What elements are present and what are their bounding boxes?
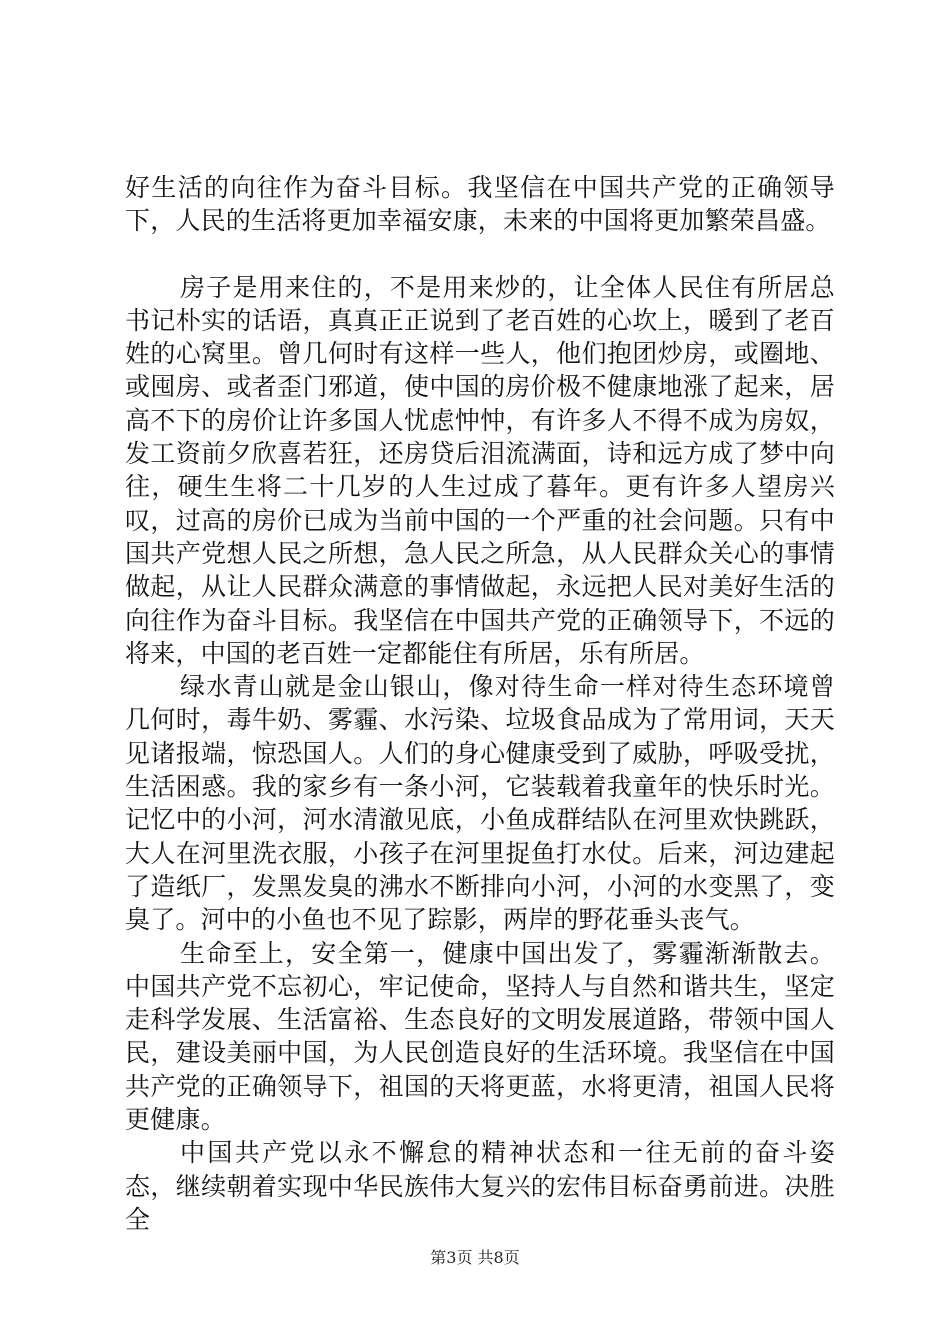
paragraph-rejuvenation: 中国共产党以永不懈怠的精神状态和一往无前的奋斗姿态，继续朝着实现中华民族伟大复兴的宏伟目标奋勇前进。决胜全	[125, 1138, 835, 1234]
page-footer: 第3页 共8页	[430, 1248, 520, 1267]
paragraph-spacer	[125, 238, 835, 271]
paragraph-housing: 房子是用来住的，不是用来炒的，让全体人民住有所居总书记朴实的话语，真真正正说到了老百姓的心坎上，暖到了老百姓的心窝里。曾几何时有这样一些人，他们抱团炒房，或圈地、或囤房、或者歪门邪道，使中国的房价极不健康地涨了起来，居高不下的房价让许多国人忧虑忡忡，有许多人不得不成为房奴，发工资前夕欣喜若狂，还房贷后泪流满面，诗和远方成了梦中向往，硬生生将二十几岁的人生过成了暮年。更有许多人望房兴叹，过高的房价已成为当前中国的一个严重的社会问题。只有中国共产党想人民之所想，急人民之所急，从人民群众关心的事情做起，从让人民群众满意的事情做起，永远把人民对美好生活的向往作为奋斗目标。我坚信在中国共产党的正确领导下，不远的将来，中国的老百姓一定都能住有所居，乐有所居。	[125, 272, 835, 668]
paragraph-continuation: 好生活的向往作为奋斗目标。我坚信在中国共产党的正确领导下，人民的生活将更加幸福安康，未来的中国将更加繁荣昌盛。	[125, 173, 835, 236]
paragraph-environment: 绿水青山就是金山银山，像对待生命一样对待生态环境曾几何时，毒牛奶、雾霾、水污染、垃圾食品成为了常用词，天天见诸报端，惊恐国人。人们的身心健康受到了威胁，呼吸受扰，生活困惑。我的家乡有一条小河，它装载着我童年的快乐时光。记忆中的小河，河水清澈见底，小鱼成群结队在河里欢快跳跃，大人在河里洗衣服，小孩子在河里捉鱼打水仗。后来，河边建起了造纸厂，发黑发臭的沸水不断排向小河，小河的水变黑了，变臭了。河中的小鱼也不见了踪影，两岸的野花垂头丧气。	[125, 672, 835, 935]
document-body	[125, 171, 835, 1236]
paragraph-health: 生命至上，安全第一，健康中国出发了，雾霾渐渐散去。中国共产党不忘初心，牢记使命，坚持人与自然和谐共生，坚定走科学发展、生活富裕、生态良好的文明发展道路，带领中国人民，建设美丽中国，为人民创造良好的生活环境。我坚信在中国共产党的正确领导下，祖国的天将更蓝，水将更清，祖国人民将更健康。	[125, 938, 835, 1135]
